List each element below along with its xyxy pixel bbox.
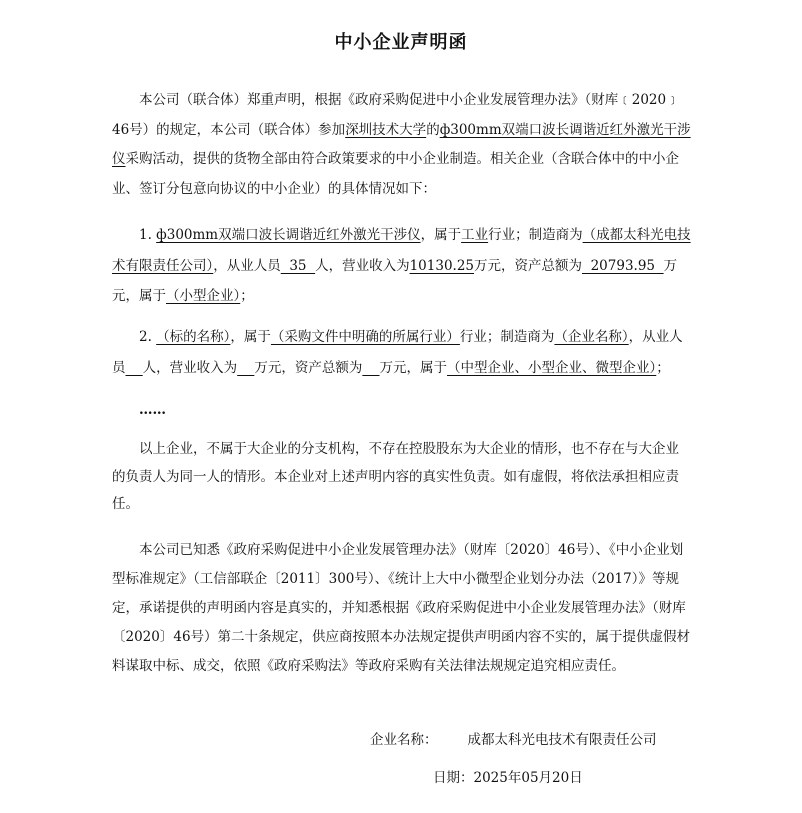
no-affiliation-paragraph: 以上企业，不属于大企业的分支机构，不存在控股股东为大企业的情形，也不存在与大企业的负责人为同一人的情形。本企业对上述声明内容的真实性负责。如有虚假，将依法承担相应责任。 [112, 441, 679, 512]
item-revenue: 10130.25 [409, 257, 475, 274]
item-text: 行业；制造商为 [459, 329, 555, 345]
item-number: 2. [139, 329, 157, 345]
item-text: ，从业人员 [213, 257, 281, 274]
item-subject-name: （标的名称） [156, 329, 231, 345]
item-subject-name: ф300mm双端口波长调谐近红外激光干涉仪 [156, 227, 421, 243]
item-enterprise-type: （中型企业、小型企业、微型企业） [447, 359, 657, 376]
item-employees [126, 360, 143, 376]
item-assets: 20793.95 [582, 257, 664, 274]
item-text: ； [240, 288, 254, 304]
item-enterprise-type: （小型企业） [166, 288, 241, 304]
intro-text-3: 采购活动，提供的货物全部由符合政策要求的中小企业制造。相关企业（含联合体中的中小企业、签订分包意向协议的中小企业）的具体情况如下： [112, 151, 679, 197]
intro-text-2: 的 [426, 121, 440, 138]
item-assets [362, 360, 379, 376]
date-line: 日期：2025年05月20日 [433, 770, 583, 786]
item-text: 人，营业收入为 [315, 257, 410, 274]
signature-line [370, 728, 657, 752]
item-text: 万元，属于 [112, 257, 678, 304]
item-text: ，属于 [230, 329, 271, 345]
item-industry: （采购文件中明确的所属行业） [270, 329, 460, 345]
item-text: ； [656, 359, 670, 376]
item-text: 万元，属于 [379, 359, 448, 376]
item-revenue [237, 360, 254, 376]
document-title: 中小企业声明函 [334, 32, 468, 53]
company-label: 企业名称： [370, 732, 438, 748]
intro-paragraph [112, 86, 692, 204]
acknowledgement-paragraph: 本公司已知悉《政府采购促进中小企业发展管理办法》（财库〔2020〕46号）、《中小企业划型标准规定》（工信部联企〔2011〕300号）、《统计上大中小微型企业划分办法（2017）》等规定，承诺提供的声明函内容是真实的，并知悉根据《政府采购促进中小企业发展管理办法》（财库〔2020〕46号）第二十条规定，供应商按照本办法规定提供声明函内容不实的，属于提供虚假材料谋取中标、成交，依照《政府采购法》等政府采购有关法律法规规定追究相应责任。 [112, 542, 691, 674]
item-text: ，属于 [420, 227, 462, 243]
enterprise-item-2 [112, 322, 692, 383]
company-name: 成都太科光电技术有限责任公司 [467, 732, 657, 748]
item-text: 万元，资产总额为 [474, 257, 583, 274]
item-text: ，从业人员 [112, 329, 683, 376]
ellipsis: …… [139, 402, 166, 418]
item-manufacturer: （企业名称） [554, 329, 629, 345]
purchaser-name: 深圳技术大学 [345, 121, 427, 138]
enterprise-item-1 [112, 220, 692, 312]
item-text: 人，营业收入为 [142, 359, 238, 376]
item-employees: 35 [280, 257, 316, 274]
item-text: 行业；制造商为 [488, 227, 583, 243]
item-industry: 工业 [461, 227, 489, 243]
item-number: 1. [139, 227, 157, 243]
intro-text-1: 本公司（联合体）郑重声明，根据《政府采购促进中小企业发展管理办法》（财库﹝2020﹞46号）的规定，本公司（联合体）参加 [112, 92, 680, 138]
project-name: ф300mm双端口波长调谐近红外激光干涉仪 [112, 121, 691, 167]
item-text: 万元，资产总额为 [254, 359, 363, 376]
item-manufacturer: （成都太科光电技术有限责任公司） [112, 227, 691, 274]
